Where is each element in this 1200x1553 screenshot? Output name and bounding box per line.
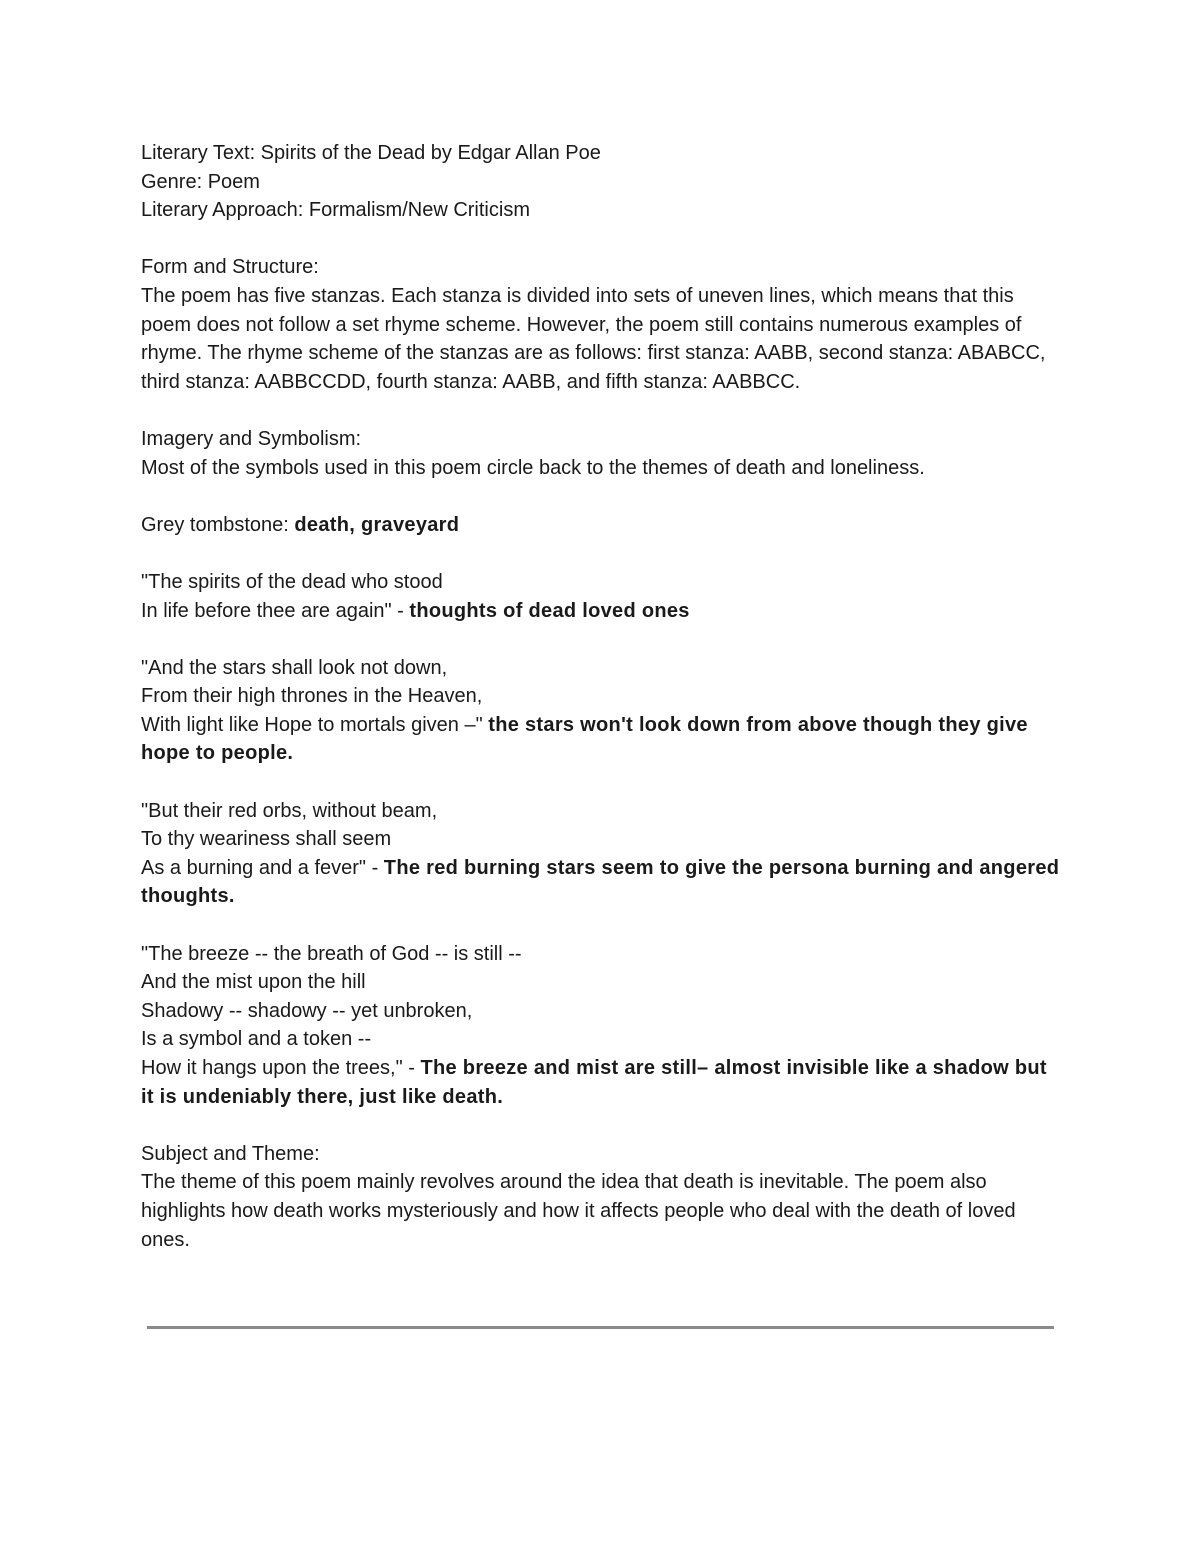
symbol-quote-line: With light like Hope to mortals given –"	[141, 713, 489, 736]
symbol-quote-line: How it hangs upon the trees," -	[141, 1057, 421, 1079]
symbol-entry-breeze	[141, 940, 1061, 1112]
symbol-quote-line: As a burning and a fever" -	[141, 856, 384, 879]
spacer	[141, 911, 1061, 940]
symbol-quote-line: "The breeze -- the breath of God -- is still --	[141, 942, 522, 965]
symbol-meaning: the stars won't look down from above though they give hope to people.	[141, 713, 1028, 765]
symbol-quote-line: From their high thrones in the Heaven,	[141, 685, 483, 708]
subject-theme-body: The theme of this poem mainly revolves around the idea that death is inevitable. The poem also highlights how death works mysteriously and how it affects people who deal with the death of loved ones.	[141, 1171, 1016, 1251]
symbol-entry-stars	[141, 654, 1061, 768]
symbol-quote-line: "But their red orbs, without beam,	[141, 799, 438, 822]
symbol-quote-line: Grey tombstone:	[141, 513, 295, 536]
document-body	[141, 139, 1061, 1254]
symbol-meaning: The breeze and mist are still– almost invisible like a shadow but it is undeniably there, just like death.	[141, 1057, 1047, 1108]
imagery-body: Most of the symbols used in this poem circle back to the themes of death and loneliness.	[141, 456, 925, 479]
symbol-quote-line: Shadowy -- shadowy -- yet unbroken,	[141, 999, 473, 1022]
symbol-quote-line: To thy weariness shall seem	[141, 828, 392, 851]
approach-line: Literary Approach: Formalism/New Criticism	[141, 199, 530, 222]
symbol-quote-line: In life before thee are again" -	[141, 599, 410, 622]
spacer	[141, 768, 1061, 797]
symbol-entry-tombstone	[141, 511, 1061, 540]
spacer	[141, 539, 1061, 568]
symbol-quote-line: "And the stars shall look not down,	[141, 656, 448, 679]
spacer	[141, 396, 1061, 425]
spacer	[141, 482, 1061, 511]
symbol-meaning: The red burning stars seem to give the persona burning and angered thoughts.	[141, 856, 1060, 908]
literary-text-line: Literary Text: Spirits of the Dead by Edgar Allan Poe	[141, 142, 601, 164]
spacer	[141, 1111, 1061, 1140]
symbol-quote-line: And the mist upon the hill	[141, 971, 366, 994]
spacer	[141, 625, 1061, 654]
subject-theme-heading: Subject and Theme:	[141, 1142, 320, 1165]
symbol-entry-red-orbs	[141, 797, 1061, 911]
spacer	[141, 225, 1061, 254]
symbol-meaning: thoughts of dead loved ones	[409, 599, 690, 622]
symbol-entry-spirits	[141, 568, 1061, 625]
symbol-meaning: death, graveyard	[294, 513, 460, 536]
symbol-quote-line: Is a symbol and a token --	[141, 1028, 372, 1051]
horizontal-divider	[147, 1326, 1054, 1329]
symbol-quote-line: "The spirits of the dead who stood	[141, 570, 443, 593]
genre-line: Genre: Poem	[141, 170, 260, 193]
form-structure-heading: Form and Structure:	[141, 256, 319, 279]
form-structure-body: The poem has five stanzas. Each stanza is divided into sets of uneven lines, which means that this poem does not follow a set rhyme scheme. However, the poem still contains numerous examples of rhyme. The rhyme scheme of the stanzas are as follows: first stanza: AABB, second stanza: ABABCC, third stanza: AABBCCDD, fourth stanza: AABB, and fifth stanza: AABBCC.	[141, 284, 1046, 393]
imagery-heading: Imagery and Symbolism:	[141, 427, 362, 450]
